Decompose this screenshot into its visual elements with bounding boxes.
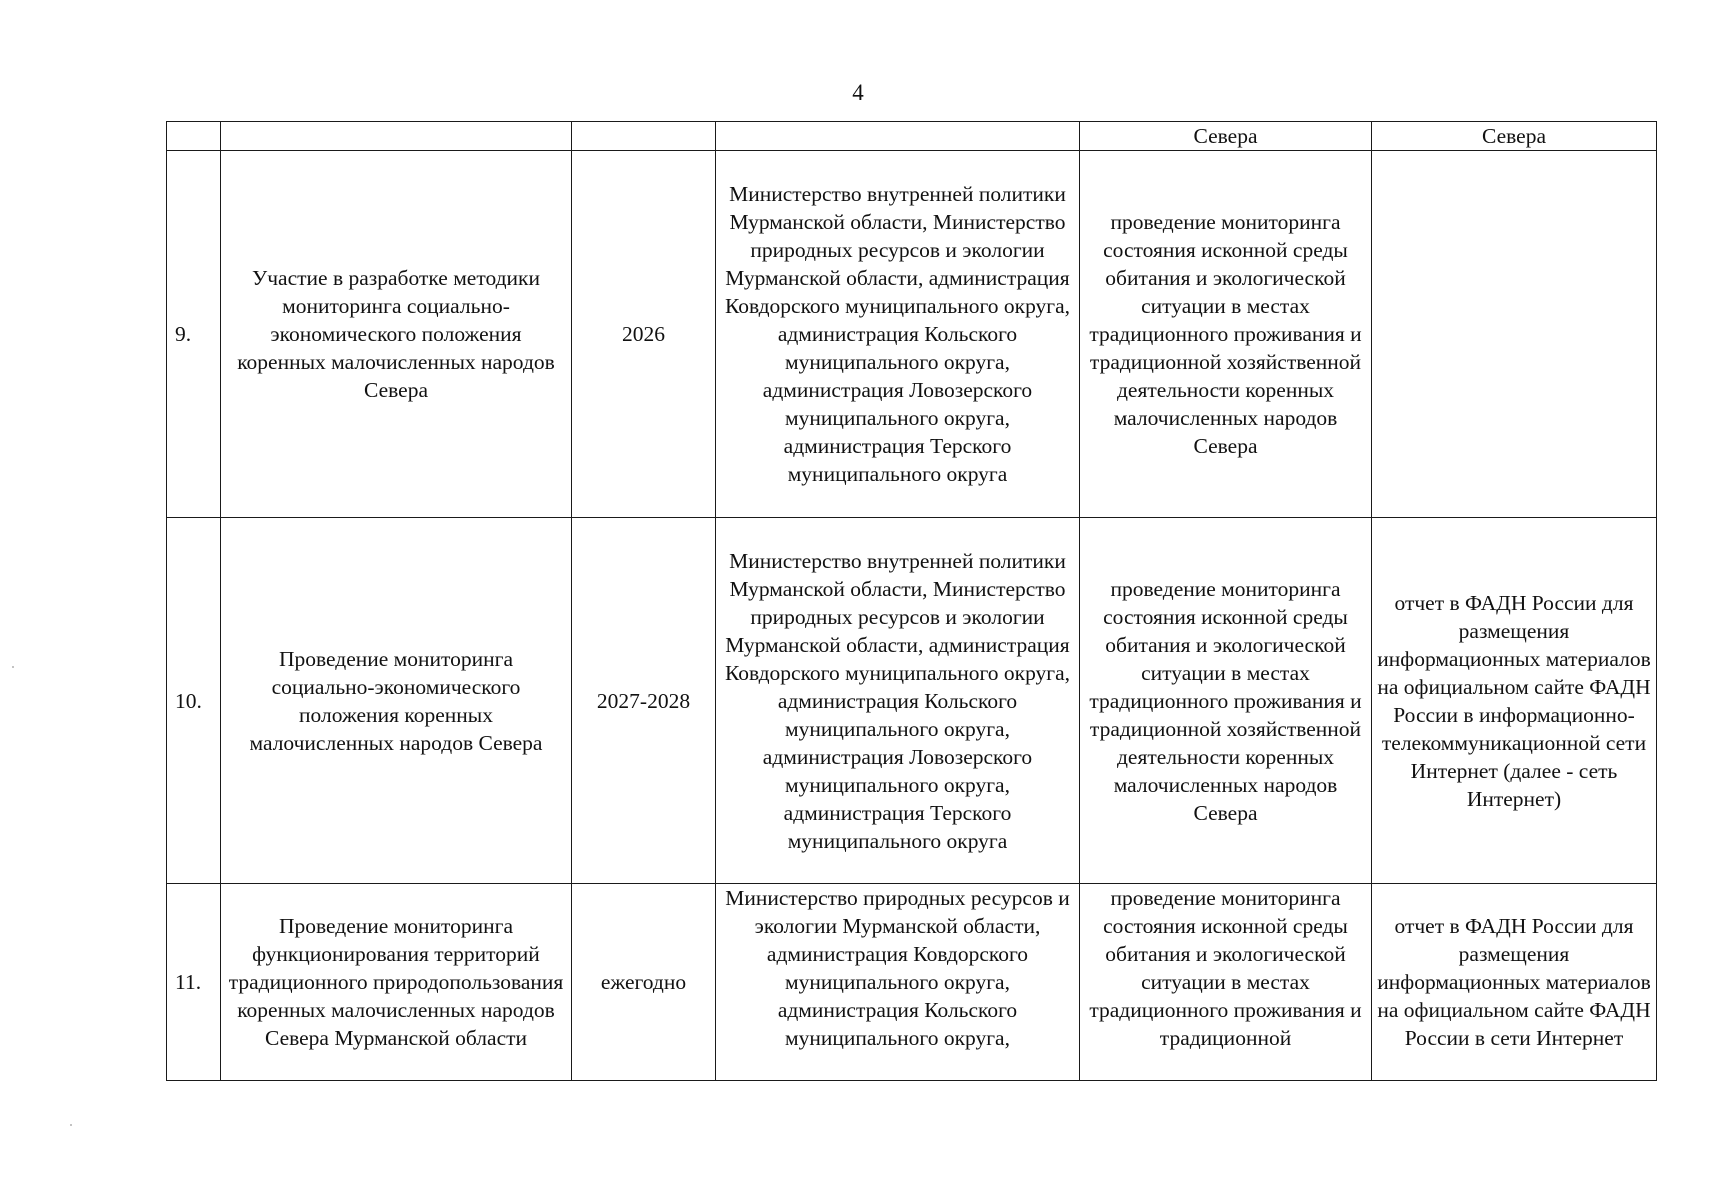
executors-cell: Министерство природных ресурсов и экологии Мурманской области, администрация Ковдорского муниципального округа, администрация Кольского муниципального округа, (716, 884, 1080, 1081)
header-cell-executors (716, 122, 1080, 151)
page-number: 4 (852, 80, 864, 105)
header-cell-result: Севера (1080, 122, 1372, 151)
row-number: 9. (167, 151, 221, 518)
report-cell: отчет в ФАДН России для размещения информационных материалов на официальном сайте ФАДН России в информационно-телекоммуникационной сети Интернет (далее - сеть Интернет) (1372, 518, 1657, 884)
result-cell: проведение мониторинга состояния исконной среды обитания и экологической ситуации в местах традиционного проживания и традиционной хозяйственной деятельности коренных малочисленных народов Севера (1080, 151, 1372, 518)
report-cell: отчет в ФАДН России для размещения информационных материалов на официальном сайте ФАДН России в сети Интернет (1372, 884, 1657, 1081)
table-row (167, 518, 1657, 884)
executors-cell: Министерство внутренней политики Мурманской области, Министерство природных ресурсов и экологии Мурманской области, администрация Ковдорского муниципального округа, администрация Кольского муниципального округа, администрация Ловозерского муниципального округа, администрация Терского муниципального округа (716, 518, 1080, 884)
activity-cell: Участие в разработке методики мониторинга социально-экономического положения коренных малочисленных народов Севера (221, 151, 572, 518)
activity-cell: Проведение мониторинга функционирования территорий традиционного природопользования коренных малочисленных народов Севера Мурманской области (221, 884, 572, 1081)
activity-cell: Проведение мониторинга социально-экономического положения коренных малочисленных народов Севера (221, 518, 572, 884)
scan-speck (12, 666, 14, 668)
term-cell: ежегодно (572, 884, 716, 1081)
measures-table (166, 121, 1657, 1081)
header-cell-report: Севера (1372, 122, 1657, 151)
continuation-header-row (167, 122, 1657, 151)
row-number: 10. (167, 518, 221, 884)
result-cell: проведение мониторинга состояния исконной среды обитания и экологической ситуации в местах традиционного проживания и традиционной (1080, 884, 1372, 1081)
table-row (167, 151, 1657, 518)
scan-speck (70, 1124, 72, 1126)
executors-cell: Министерство внутренней политики Мурманской области, Министерство природных ресурсов и экологии Мурманской области, администрация Ковдорского муниципального округа, администрация Кольского муниципального округа, администрация Ловозерского муниципального округа, администрация Терского муниципального округа (716, 151, 1080, 518)
header-cell-num (167, 122, 221, 151)
header-cell-term (572, 122, 716, 151)
result-cell: проведение мониторинга состояния исконной среды обитания и экологической ситуации в местах традиционного проживания и традиционной хозяйственной деятельности коренных малочисленных народов Севера (1080, 518, 1372, 884)
term-cell: 2026 (572, 151, 716, 518)
report-cell (1372, 151, 1657, 518)
header-cell-activity (221, 122, 572, 151)
table-row (167, 884, 1657, 1081)
row-number: 11. (167, 884, 221, 1081)
term-cell: 2027-2028 (572, 518, 716, 884)
